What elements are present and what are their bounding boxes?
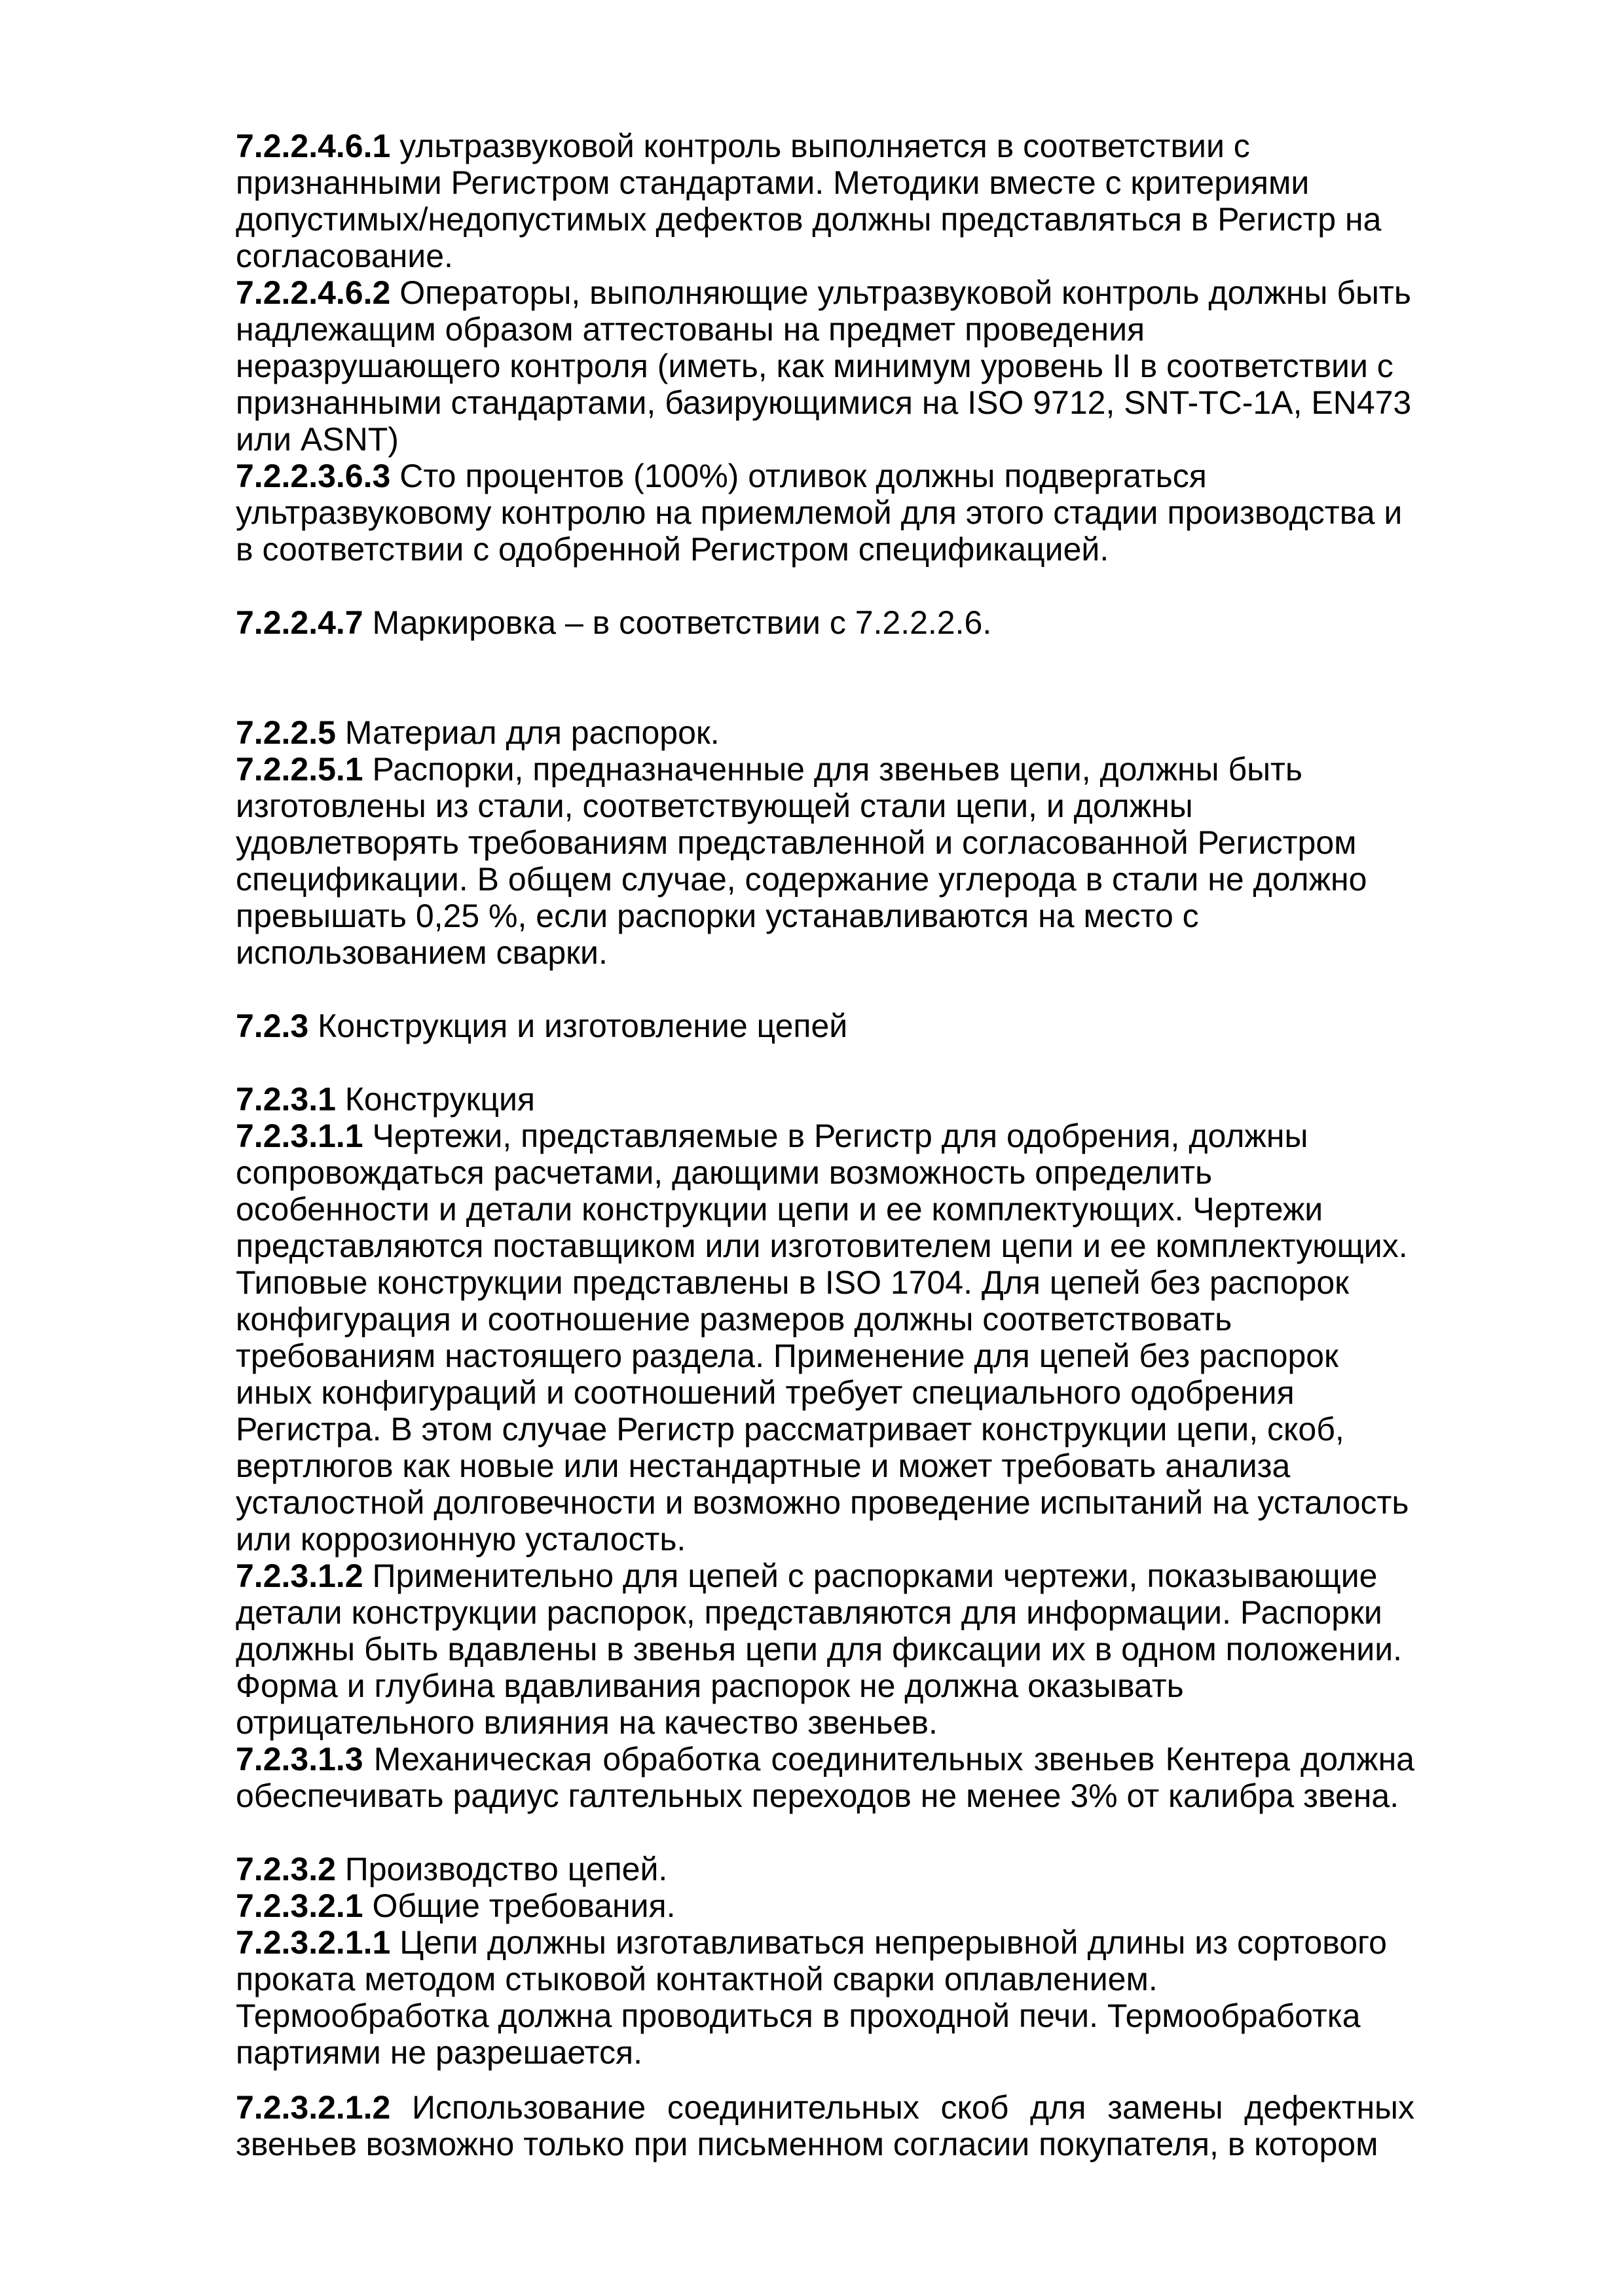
clause-number: 7.2.3.1.3 (236, 1741, 363, 1777)
paragraph-7-2-3-2 (236, 1851, 1414, 1887)
clause-number: 7.2.3.2 (236, 1851, 336, 1887)
clause-number: 7.2.3.1.1 (236, 1118, 363, 1154)
clause-number: 7.2.2.4.7 (236, 604, 363, 641)
clause-text: Механическая обработка соединительных звеньев Кентера должна обеспечивать радиус галтельных переходов не менее 3% от калибра звена. (236, 1741, 1414, 1814)
paragraph-7-2-2-4-6-2 (236, 274, 1414, 458)
clause-text: Операторы, выполняющие ультразвуковой контроль должны быть надлежащим образом аттестованы на предмет проведения неразрушающего контроля (иметь, как минимум уровень II в соответствии с признанными стандартами, базирующимися на ISO 9712, SNT-TC-1A, EN473 или ASNT) (236, 274, 1412, 458)
clause-number: 7.2.3.2.1 (236, 1887, 363, 1924)
paragraph-7-2-2-3-6-3 (236, 458, 1414, 568)
clause-text: Цепи должны изготавливаться непрерывной длины из сортового проката методом стыковой контактной сварки оплавлением. Термообработка должна проводиться в проходной печи. Термообработка партиями не разрешается. (236, 1924, 1387, 2071)
clause-text: Маркировка – в соответствии с 7.2.2.2.6. (363, 604, 992, 641)
clause-number: 7.2.3.1 (236, 1081, 336, 1118)
clause-text: Материал для распорок. (335, 714, 720, 751)
clause-text: Использование соединительных скоб для замены дефектных звеньев возможно только при письменном согласии покупателя, в котором (236, 2089, 1414, 2162)
paragraph-7-2-2-5-1 (236, 751, 1414, 971)
clause-text: Конструкция (335, 1081, 536, 1118)
clause-number: 7.2.2.4.6.1 (236, 128, 391, 164)
clause-text: Распорки, предназначенные для звеньев цепи, должны быть изготовлены из стали, соответствующей стали цепи, и должны удовлетворять требованиям представленной и согласованной Регистром спецификации. В общем случае, содержание углерода в стали не должно превышать 0,25 %, если распорки устанавливаются на место с использованием сварки. (236, 751, 1367, 971)
clause-text: Конструкция и изготовление цепей (308, 1008, 848, 1044)
document-page (236, 128, 1414, 2162)
clause-number: 7.2.2.5.1 (236, 751, 363, 788)
clause-text: Общие требования. (363, 1887, 676, 1924)
paragraph-7-2-3-2-1 (236, 1887, 1414, 1924)
paragraph-7-2-3-2-1-2 (236, 2089, 1414, 2162)
paragraph-7-2-2-4-7 (236, 604, 1414, 641)
paragraph-7-2-3 (236, 1008, 1414, 1044)
paragraph-7-2-3-1-1 (236, 1118, 1414, 1558)
clause-number: 7.2.3 (236, 1008, 309, 1044)
paragraph-7-2-3-1-2 (236, 1558, 1414, 1741)
paragraph-7-2-3-1 (236, 1081, 1414, 1118)
paragraph-7-2-3-2-1-1 (236, 1924, 1414, 2071)
clause-number: 7.2.2.4.6.2 (236, 274, 391, 311)
paragraph-7-2-2-5 (236, 714, 1414, 751)
clause-number: 7.2.3.1.2 (236, 1558, 363, 1594)
clause-text: ультразвуковой контроль выполняется в соответствии с признанными Регистром стандартами. Методики вместе с критериями допустимых/недопустимых дефектов должны представляться в Регистр на согласование. (236, 128, 1382, 274)
clause-text: Применительно для цепей с распорками чертежи, показывающие детали конструкции распорок, представляются для информации. Распорки должны быть вдавлены в звенья цепи для фиксации их в одном положении. Форма и глубина вдавливания распорок не должна оказывать отрицательного влияния на качество звеньев. (236, 1558, 1403, 1741)
paragraph-7-2-2-4-6-1 (236, 128, 1414, 274)
clause-number: 7.2.3.2.1.1 (236, 1924, 391, 1961)
clause-text: Производство цепей. (335, 1851, 668, 1887)
clause-number: 7.2.2.5 (236, 714, 336, 751)
clause-text: Чертежи, представляемые в Регистр для одобрения, должны сопровождаться расчетами, дающими возможность определить особенности и детали конструкции цепи и ее комплектующих. Чертежи представляются поставщиком или изготовителем цепи и ее комплектующих. Типовые конструкции представлены в ISO 1704. Для цепей без распорок конфигурация и соотношение размеров должны соответствовать требованиям настоящего раздела. Применение для цепей без распорок иных конфигураций и соотношений требует специального одобрения Регистра. В этом случае Регистр рассматривает конструкции цепи, скоб, вертлюгов как новые или нестандартные и может требовать анализа усталостной долговечности и возможно проведение испытаний на усталость или коррозионную усталость. (236, 1118, 1409, 1558)
clause-text: Сто процентов (100%) отливок должны подвергаться ультразвуковому контролю на приемлемой для этого стадии производства и в соответствии с одобренной Регистром спецификацией. (236, 458, 1403, 568)
clause-number: 7.2.2.3.6.3 (236, 458, 391, 494)
clause-number: 7.2.3.2.1.2 (236, 2089, 391, 2126)
paragraph-7-2-3-1-3 (236, 1741, 1414, 1814)
